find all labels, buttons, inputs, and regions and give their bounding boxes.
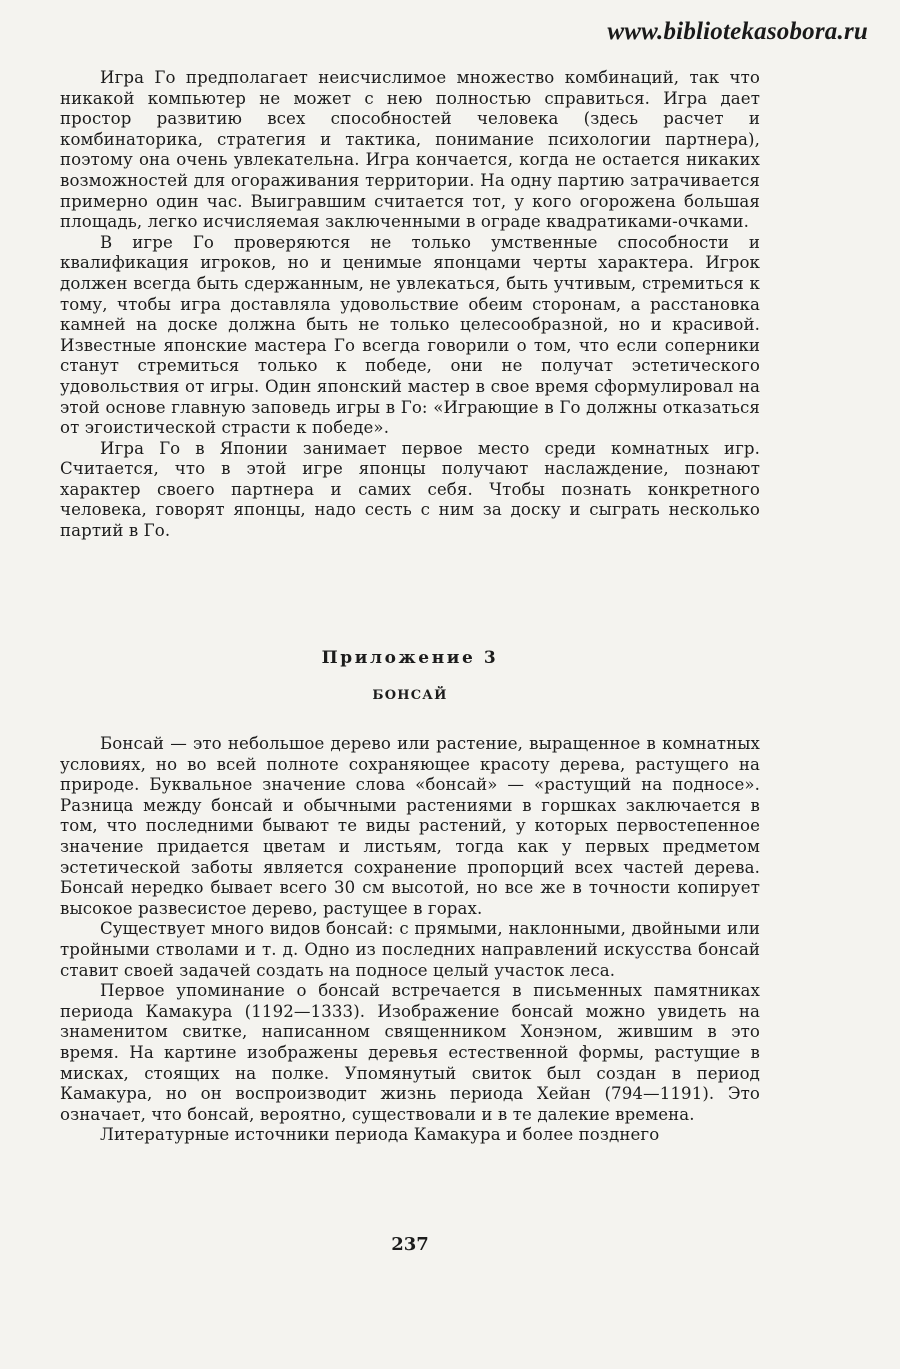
paragraph: Первое упоминание о бонсай встречается в письменных памятниках периода Камакура (1192—1333). Изображение бонсай можно увидеть на знаменитом свитке, написанном священником Хонэном, жившим в это время. На картине изображены деревья естественной формы, растущие в мисках, стоящих на полке. Упомянутый свиток был создан в период Камакура, но он воспроизводит жизнь периода Хейан (794—1191). Это означает, что бонсай, вероятно, существовали и в те далекие времена. <box>60 981 760 1124</box>
page-number: 237 <box>391 1234 429 1255</box>
section-title: БОНСАЙ <box>372 688 448 703</box>
paragraph-last: Литературные источники периода Камакура и более позднего <box>100 1125 660 1145</box>
site-watermark: www.bibliotekasobora.ru <box>607 18 868 45</box>
paragraph: В игре Го проверяются не только умственные способности и квалификация игроков, но и ценимые японцами черты характера. Игрок должен всегда быть сдержанным, не увлекаться, быть учтивым, стремиться к тому, чтобы игра доставляла удовольствие обеим сторонам, а расстановка камней на доске должна быть не только целесообразной, но и красивой. Известные японские мастера Го всегда говорили о том, что если соперники станут стремиться только к победе, они не получат эстетического удовольствия от игры. Один японский мастер в свое время сформулировал на этой основе главную заповедь игры в Го: «Играющие в Го должны отказаться от эгоистической страсти к победе». <box>60 232 760 438</box>
paragraph: Существует много видов бонсай: с прямыми, наклонными, двойными или тройными стволами и т. д. Одно из последних направлений искусства бонсай ставит своей задачей создать на подносе целый участок леса. <box>60 919 760 980</box>
appendix-title: Приложение 3 <box>321 648 499 668</box>
paragraph: Бонсай — это небольшое дерево или растение, выращенное в комнатных условиях, но во всей полноте сохраняющее красоту дерева, растущего на природе. Буквальное значение слова «бонсай» — «растущий на подносе». Разница между бонсай и обычными растениями в горшках заключается в том, что последними бывают те виды растений, у которых первостепенное значение придается цветам и листьям, тогда как у первых предметом эстетической заботы является сохранение пропорций всех частей дерева. Бонсай нередко бывает всего 30 см высотой, но все же в точности копирует высокое развесистое дерево, растущее в горах. <box>60 734 760 918</box>
bonsai-text <box>60 734 760 1146</box>
paragraph: Игра Го предполагает неисчислимое множество комбинаций, так что никакой компьютер не может с нею полностью справиться. Игра дает простор развитию всех способностей человека (здесь расчет и комбинаторика, стратегия и тактика, понимание психологии партнера), поэтому она очень увлекательна. Игра кончается, когда не остается никаких возможностей для огораживания территории. На одну партию затрачивается примерно один час. Выигравшим считается тот, у кого огорожена большая площадь, легко исчисляемая заключенными в ограде квадратиками-очками. <box>60 68 760 232</box>
paragraph: Игра Го в Японии занимает первое место среди комнатных игр. Считается, что в этой игре японцы получают наслаждение, познают характер своего партнера и самих себя. Чтобы познать конкретного человека, говорят японцы, надо сесть с ним за доску и сыграть несколько партий в Го. <box>60 438 760 541</box>
go-game-text <box>60 68 760 542</box>
